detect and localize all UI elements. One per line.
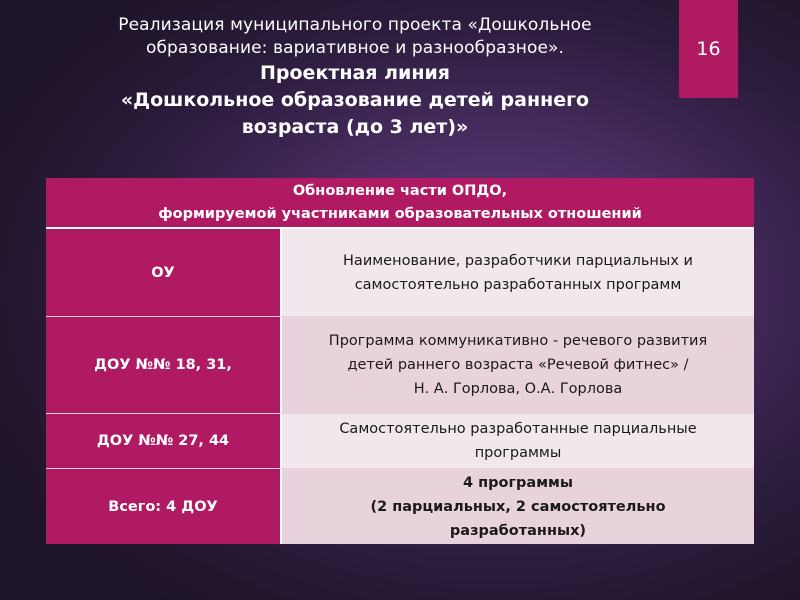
cell-line: самостоятельно разработанных программ — [354, 276, 682, 293]
cell-line: разработанных) — [449, 522, 587, 539]
cell-line: программы — [474, 445, 562, 461]
table-cell-org: ДОУ №№ 18, 31, — [46, 317, 282, 413]
title-line-4: «Дошкольное образование детей раннего — [120, 89, 590, 111]
table-cell-program — [282, 317, 754, 413]
slide-title — [40, 14, 670, 141]
cell-line: Наименование, разработчики парциальных и — [343, 252, 693, 269]
cell-line: (2 парциальных, 2 самостоятельно — [370, 498, 666, 515]
table-row — [46, 229, 754, 317]
table-row — [46, 469, 754, 544]
table-cell-total-programs — [282, 469, 754, 544]
table-header-line-2: формируемой участниками образовательных отношений — [158, 205, 642, 222]
table-cell-program — [282, 229, 754, 316]
cell-line: Программа коммуникативно - речевого развития — [328, 333, 708, 349]
table-header — [46, 178, 754, 229]
table-cell-org: ОУ — [46, 229, 282, 316]
table-row — [46, 414, 754, 469]
programs-table — [46, 178, 754, 544]
title-line-1: Реализация муниципального проекта «Дошкольное — [118, 15, 592, 35]
table-cell-total: Всего: 4 ДОУ — [46, 469, 282, 544]
cell-line: детей раннего возраста «Речевой фитнес» / — [347, 357, 689, 373]
table-header-line-1: Обновление части ОПДО, — [292, 182, 508, 199]
cell-line: Н. А. Горлова, О.А. Горлова — [413, 381, 623, 397]
table-row — [46, 317, 754, 414]
table-cell-org: ДОУ №№ 27, 44 — [46, 414, 282, 468]
cell-line: Самостоятельно разработанные парциальные — [339, 421, 697, 437]
title-line-3: Проектная линия — [260, 62, 450, 84]
title-line-5: возраста (до 3 лет)» — [241, 116, 469, 138]
table-cell-program — [282, 414, 754, 468]
slide-number: 16 — [679, 0, 738, 98]
title-line-2: образование: вариативное и разнообразное». — [145, 38, 565, 58]
cell-line: 4 программы — [462, 474, 574, 491]
